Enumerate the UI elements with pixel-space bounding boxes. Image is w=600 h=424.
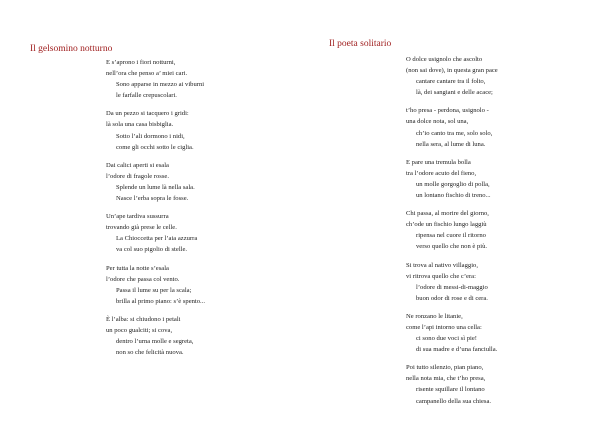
poem-line: un molle gorgoglio di polla, (416, 180, 490, 188)
stanza (406, 311, 498, 355)
poem-line: le farfalle crepuscolari. (116, 92, 177, 100)
poem-line: Per tutta la notte s’esala (106, 264, 169, 272)
poem-line: un lontano fischio di treno... (416, 192, 491, 200)
poem-line: come l’api intorno una cella: (406, 323, 482, 331)
stanza (106, 263, 205, 307)
poem-line: E pare una tremula bolla (406, 158, 471, 166)
poem-line: l’odore di fragole rosse. (106, 172, 169, 180)
poem-body (406, 54, 498, 414)
poem-line: (non sai dove), in questa gran pace (406, 67, 498, 75)
stanza (406, 54, 498, 98)
poem-line: campanello della sua chiesa. (416, 397, 492, 405)
poem-title: Il gelsomino notturno (30, 44, 113, 54)
stanza (106, 160, 205, 204)
poem-line: come gli occhi sotto le ciglia. (116, 143, 194, 151)
poem-line: E s’aprono i fiori notturni, (106, 59, 176, 66)
poem-line: t’ho presa - perdona, usignolo - (406, 107, 489, 115)
poem-line: ch’io canto tra me, solo solo, (416, 129, 493, 137)
stanza (106, 314, 205, 358)
stanza (106, 57, 205, 101)
poem-line: un poco gualciti; si cova, (106, 326, 173, 334)
poem-line: nella sera, al lume di luna. (416, 140, 486, 148)
poem-line: buon odor di rose e di cera. (416, 294, 488, 302)
poem-line: ripensa nel cuore il ritorno (416, 232, 486, 240)
poem-line: l’odore di messi-di-maggio (416, 283, 488, 291)
poem-line: Si trova al nativo villaggio, (406, 261, 478, 269)
poem-title: Il poeta solitario (329, 39, 392, 49)
stanza (406, 260, 498, 304)
poem-line: vi ritrova quello che c’era: (406, 272, 476, 280)
poem-line: Passa il lume su per la scala; (116, 286, 192, 294)
poem-line: una dolce nota, sol una, (406, 118, 469, 126)
stanza (106, 108, 205, 152)
poem-line: là sola una casa bisbiglia. (106, 121, 174, 129)
poem-line: Poi tutto silenzio, pian piano, (406, 364, 484, 372)
poem-line: Ne ronzano le litanie, (406, 312, 463, 320)
stanza (406, 208, 498, 252)
right-page (300, 0, 600, 424)
poem-line: brilla al primo piano: s’è spento... (116, 297, 205, 305)
poem-line: Nasce l’erba sopra le fosse. (116, 195, 189, 203)
poem-line: Sotto l’ali dormono i nidi, (116, 132, 185, 140)
poem-body (106, 57, 205, 365)
poem-line: Dai calici aperti si esala (106, 161, 169, 169)
poem-line: l’odore che passa col vento. (106, 275, 180, 283)
poem-line: Chi passa, al morire del giorno, (406, 210, 489, 218)
poem-line: nella nota mia, che t’ho presa, (406, 375, 486, 383)
stanza (106, 211, 205, 255)
poem-line: Splende un lume là nella sala. (116, 183, 195, 191)
stanza (406, 105, 498, 149)
poem-line: Sono apparse in mezzo ai viburni (116, 81, 205, 89)
poem-line: di sua madre e d’una fanciulla. (416, 346, 498, 354)
poem-line: verso quello che non è più. (416, 243, 488, 251)
stanza (406, 362, 498, 406)
poem-line: nell’ora che penso a’ miei cari. (106, 70, 188, 78)
poem-line: O dolce usignolo che ascolto (406, 56, 483, 63)
stanza (406, 157, 498, 201)
poem-line: non so che felicità nuova. (116, 349, 184, 357)
poem-line: dentro l’urna molle e segreta, (116, 338, 194, 346)
poem-line: La Chioccetta per l’aia azzurra (116, 235, 198, 243)
poem-line: trovando già prese le celle. (106, 224, 177, 232)
poem-line: va col suo pigolio di stelle. (116, 246, 188, 254)
poem-line: risente squillare il lontano (416, 386, 485, 394)
poem-line: Un’ape tardiva sussurra (106, 213, 169, 221)
poem-line: ci sono due voci sì pie! (416, 335, 477, 343)
poem-line: ch’ode un fischio lungo laggiù (406, 221, 487, 229)
poem-line: tra l’odore acuto del fieno, (406, 169, 477, 177)
poem-line: Da un pezzo si tacquero i gridi: (106, 110, 189, 118)
poem-line: È l’alba: si chiudono i petali (106, 315, 181, 323)
poem-line: là, dei sangiani e delle acace; (416, 89, 493, 97)
poem-line: cantare cantare tra il folto, (416, 78, 486, 86)
